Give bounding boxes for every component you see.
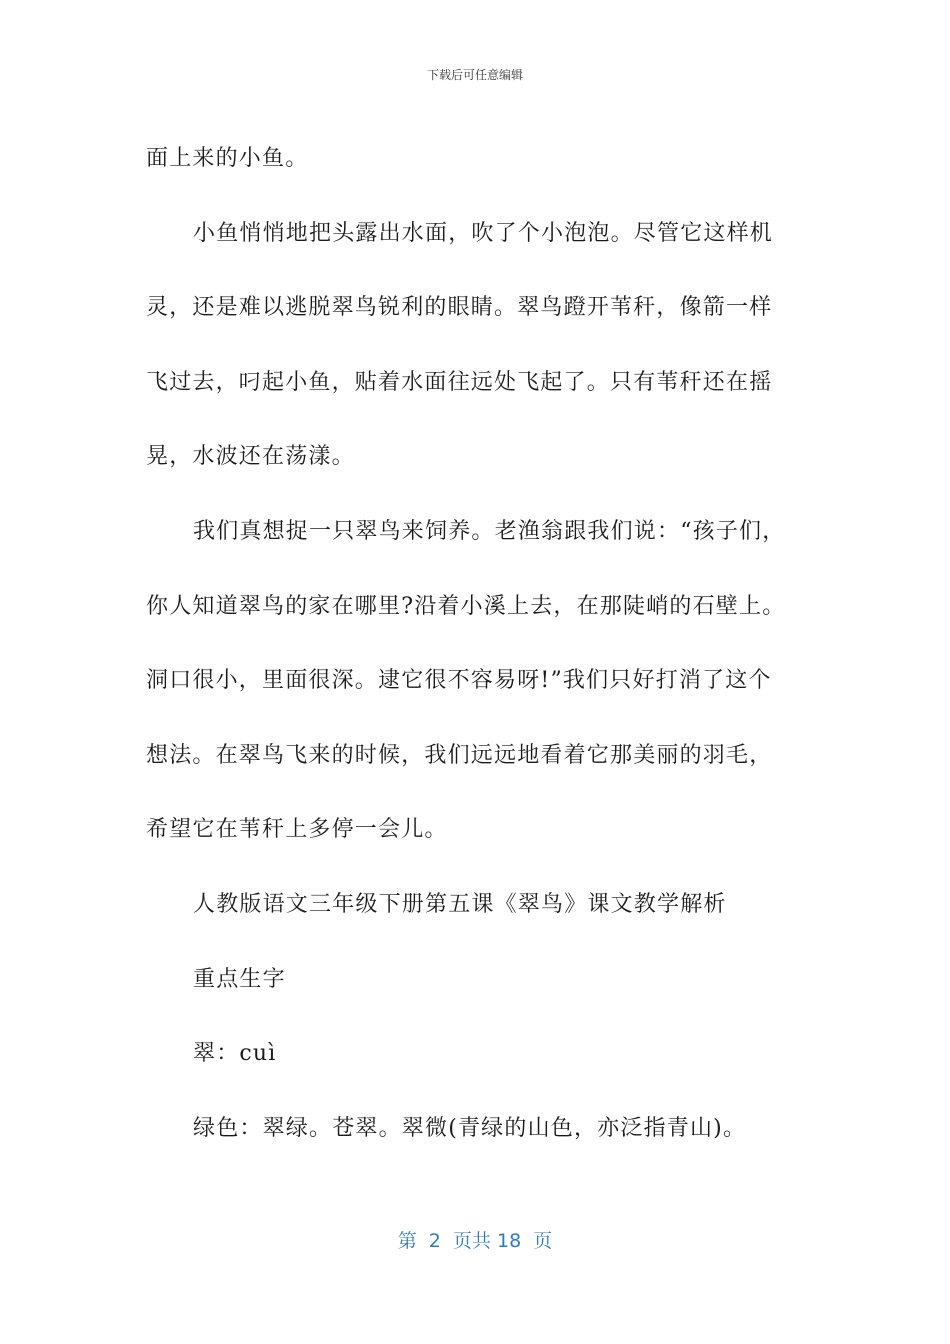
text-line: 洞口很小，里面很深。逮它很不容易呀!”我们只好打消了这个 bbox=[146, 668, 772, 694]
text-line: 面上来的小鱼。 bbox=[146, 146, 309, 171]
text-line: 灵，还是难以逃脱翠鸟锐利的眼睛。翠鸟蹬开苇秆，像箭一样 bbox=[146, 295, 773, 321]
text-line: 飞过去，叼起小鱼，贴着水面往远处飞起了。只有苇秆还在摇 bbox=[146, 369, 773, 395]
text-line: 小鱼悄悄地把头露出水面，吹了个小泡泡。尽管它这样机 bbox=[193, 220, 774, 246]
text-line: 你人知道翠鸟的家在哪里?沿着小溪上去，在那陡峭的石壁上。 bbox=[146, 593, 786, 619]
section-heading: 重点生字 bbox=[193, 966, 286, 992]
section-title: 人教版语文三年级下册第五课《翠鸟》课文教学解析 bbox=[193, 891, 727, 917]
page-number-footer: 第 2 页共 18 页 bbox=[397, 1230, 553, 1252]
page-header: 下载后可任意编辑 bbox=[426, 68, 523, 82]
text-line: 希望它在苇秆上多停一会儿。 bbox=[146, 817, 448, 843]
character-definition: 绿色：翠绿。苍翠。翠微(青绿的山色，亦泛指青山)。 bbox=[193, 1115, 747, 1141]
text-line: 晃，水波还在荡漾。 bbox=[146, 444, 355, 470]
document-body bbox=[146, 122, 806, 1166]
text-line: 想法。在翠鸟飞来的时候，我们远远地看着它那美丽的羽毛， bbox=[146, 742, 773, 768]
character-entry: 翠：cuì bbox=[193, 1041, 277, 1067]
text-line: 我们真想捉一只翠鸟来饲养。老渔翁跟我们说：“孩子们， bbox=[193, 518, 786, 544]
